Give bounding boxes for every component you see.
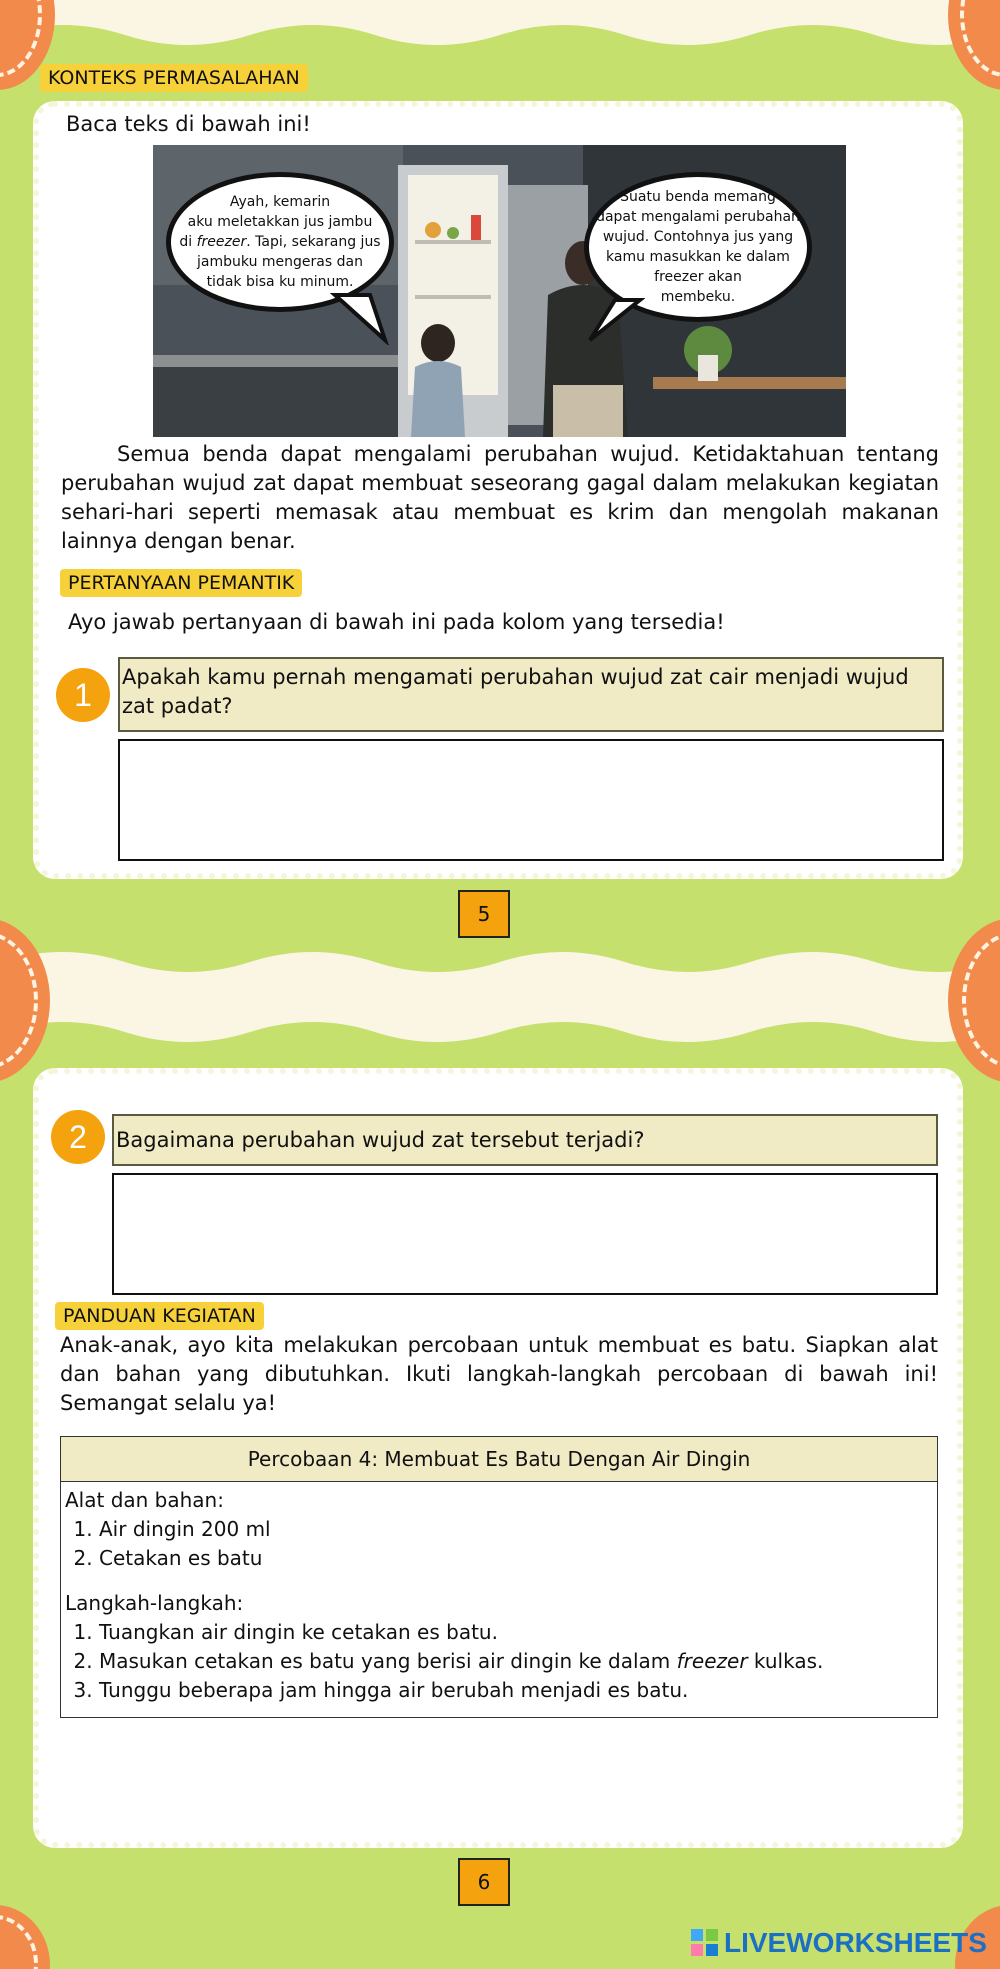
liveworksheets-icon [690, 1928, 720, 1958]
baca-instruction: Baca teks di bawah ini! [66, 112, 311, 136]
bubble-child-line1: Ayah, kemarin [229, 194, 331, 210]
page-number-6: 6 [458, 1858, 510, 1906]
bubble-father-line2: dapat mengalami perubahan [596, 209, 800, 225]
alat-list [65, 1515, 933, 1573]
experiment-table-body [60, 1482, 938, 1718]
panduan-tag: PANDUAN KEGIATAN [55, 1302, 264, 1330]
langkah-item: 1. Tuangkan air dingin ke cetakan es batu. [99, 1618, 933, 1647]
bubble-child-line2: aku meletakkan jus jambu [187, 214, 373, 230]
top-wave [0, 0, 1000, 60]
alat-item: 2. Cetakan es batu [99, 1544, 933, 1573]
panduan-paragraph: Anak-anak, ayo kita melakukan percobaan untuk membuat es batu. Siapkan alat dan bahan yang dibutuhkan. Ikuti langkah-langkah percobaan di bawah ini! Semangat selalu ya! [60, 1333, 938, 1415]
pemantik-tag: PERTANYAAN PEMANTIK [60, 569, 302, 597]
alat-item: 1. Air dingin 200 ml [99, 1515, 933, 1544]
answer-2-field[interactable] [112, 1173, 938, 1295]
pemantik-instruction: Ayo jawab pertanyaan di bawah ini pada kolom yang tersedia! [68, 610, 725, 634]
middle-wave [0, 950, 1000, 1060]
bubble-father-line6: membeku. [660, 289, 736, 305]
bubble-child-tail [330, 290, 390, 345]
bubble-father-line5: freezer akan [654, 269, 742, 285]
liveworksheets-text: LIVEWORKSHEETS [724, 1927, 987, 1958]
langkah-item: 2. Masukan cetakan es batu yang berisi air dingin ke dalam freezer kulkas. [99, 1647, 933, 1676]
question-1-text: Apakah kamu pernah mengamati perubahan wujud zat cair menjadi wujud zat padat? [118, 657, 944, 732]
bubble-child-line3: di freezer. Tapi, sekarang jus [179, 234, 381, 250]
context-paragraph: Semua benda dapat mengalami perubahan wujud. Ketidaktahuan tentang perubahan wujud zat dapat membuat seseorang gagal dalam melakukan kegiatan sehari-hari seperti memasak atau membuat es krim dan mengolah makanan lainnya dengan benar. [61, 442, 939, 553]
experiment-table-header: Percobaan 4: Membuat Es Batu Dengan Air Dingin [60, 1436, 938, 1482]
langkah-label: Langkah-langkah: [65, 1591, 244, 1615]
question-1-number: 1 [56, 668, 110, 722]
bubble-father-line3: wujud. Contohnya jus yang [602, 229, 794, 245]
page-number-5: 5 [458, 890, 510, 938]
question-2-text: Bagaimana perubahan wujud zat tersebut terjadi? [112, 1114, 938, 1166]
bubble-father-line4: kamu masukkan ke dalam [606, 249, 790, 265]
bubble-father-tail [585, 295, 645, 345]
bubble-father-line1: Suatu benda memang [620, 189, 776, 205]
answer-1-field[interactable] [118, 739, 944, 861]
question-2-number: 2 [51, 1110, 105, 1164]
alat-label: Alat dan bahan: [65, 1488, 224, 1512]
langkah-list [65, 1618, 933, 1705]
bubble-child-line4: jambuku mengeras dan [197, 254, 363, 270]
konteks-tag: KONTEKS PERMASALAHAN [40, 64, 308, 92]
langkah-item: 3. Tunggu beberapa jam hingga air berubah menjadi es batu. [99, 1676, 933, 1705]
bubble-child-line5: tidak bisa ku minum. [206, 274, 354, 290]
liveworksheets-logo[interactable] [690, 1926, 987, 1960]
